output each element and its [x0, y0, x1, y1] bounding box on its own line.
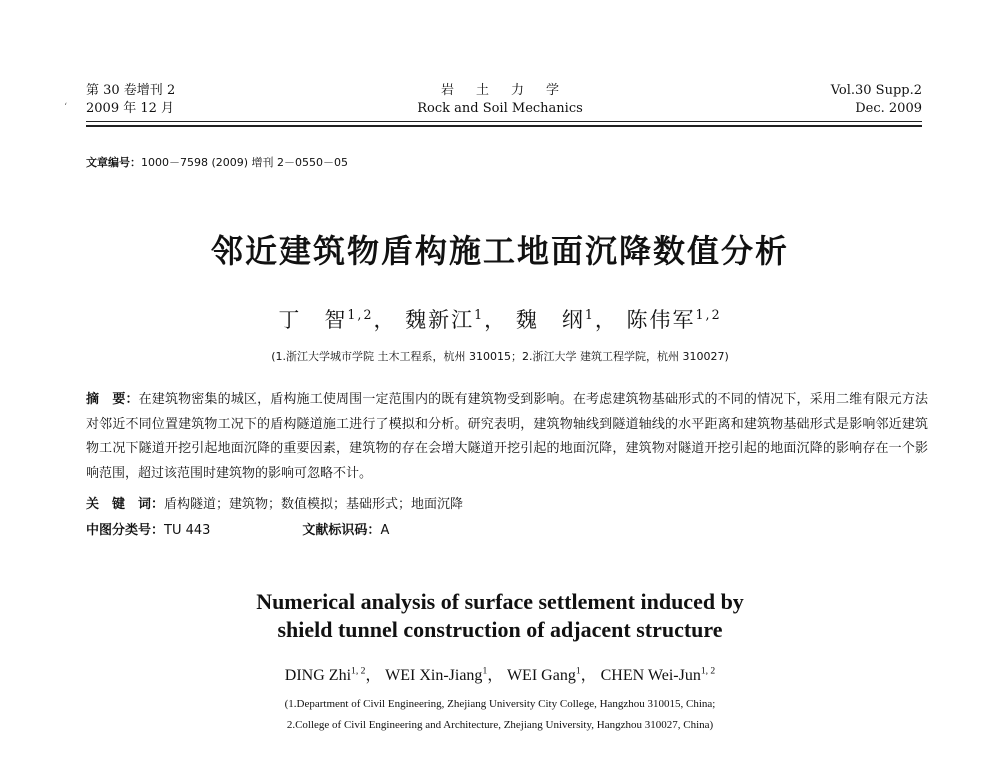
author-en: WEI Xin-Jiang$^1$， [385, 665, 507, 684]
journal-name [300, 82, 700, 118]
doc-code-value: A [380, 523, 390, 538]
article-number-label: 文章编号： [86, 156, 141, 169]
abstract-label: 摘 要： [86, 392, 139, 407]
doc-code-label: 文献标识码： [302, 523, 381, 538]
author-en: DING Zhi$^{1, 2}$， [284, 665, 386, 684]
date-cn: 2009 年 12 月 [86, 101, 175, 116]
paper-title-en [0, 588, 1000, 644]
clc-value: TU 443 [164, 523, 211, 538]
affiliation-en-line2: 2.College of Civil Engineering and Architecture, Zhejiang University, Hangzhou 310027, China) [286, 719, 714, 731]
affiliation-en [0, 694, 1000, 736]
volume-issue-en: Vol.30 Supp.2 [830, 83, 922, 98]
author-cn: 魏新江$^1$， [405, 307, 508, 332]
margin-mark: ‘ [64, 102, 68, 113]
article-number-value: 1000－7598 (2009) 增刊 2－0550－05 [141, 156, 349, 169]
journal-name-cn: 岩土力学 [440, 83, 581, 98]
date-en: Dec. 2009 [855, 101, 922, 116]
journal-issue-en [831, 82, 922, 118]
keywords-cn [86, 493, 463, 512]
abstract-cn [86, 388, 928, 486]
affiliation-en-line1: (1.Department of Civil Engineering, Zhejiang University City College, Hangzhou 310015, China; [284, 698, 716, 710]
title-en-line1: Numerical analysis of surface settlement induced by [256, 589, 744, 614]
keywords-text: 盾构隧道；建筑物；数值模拟；基础形式；地面沉降 [164, 497, 464, 512]
abstract-text: 在建筑物密集的城区，盾构施工使周围一定范围内的既有建筑物受到影响。在考虑建筑物基础形式的不同的情况下，采用二维有限元方法对邻近不同位置建筑物工况下的盾构隧道施工进行了模拟和分析。研究表明，建筑物轴线到隧道轴线的水平距离和建筑物基础形式是影响邻近建筑物工况下隧道开挖引起地面沉降的重要因素，建筑物的存在会增大隧道开挖引起的地面沉降，建筑物对隧道开挖引起的地面沉降的影响存在一个影响范围，超过该范围时建筑物的影响可忽略不计。 [86, 392, 928, 481]
keywords-label: 关 键 词： [86, 497, 165, 512]
author-list-en [0, 662, 1000, 685]
header-rule-thick [86, 125, 922, 127]
author-cn: 魏 纲$^1$， [515, 307, 618, 332]
author-en: CHEN Wei-Jun$^{1, 2}$ [600, 665, 716, 684]
author-en: WEI Gang$^1$， [506, 665, 601, 684]
header-rule-thin [86, 121, 922, 122]
author-list-cn [0, 304, 1000, 334]
affiliation-cn: (1.浙江大学城市学院 土木工程系，杭州 310015；2.浙江大学 建筑工程学院，杭州 310027) [271, 350, 729, 363]
paper-title-cn: 邻近建筑物盾构施工地面沉降数值分析 [210, 232, 789, 270]
journal-issue-cn [86, 82, 175, 118]
clc-label: 中图分类号： [86, 523, 165, 538]
author-cn: 丁 智$^{1,2}$， [278, 307, 397, 332]
volume-issue-cn: 第 30 卷增刊 2 [86, 83, 176, 98]
title-en-line2: shield tunnel construction of adjacent structure [277, 617, 723, 642]
classification-row [86, 519, 389, 538]
journal-name-en: Rock and Soil Mechanics [417, 101, 583, 116]
article-number [86, 154, 348, 170]
author-cn: 陈伟军$^{1,2}$ [626, 307, 722, 332]
